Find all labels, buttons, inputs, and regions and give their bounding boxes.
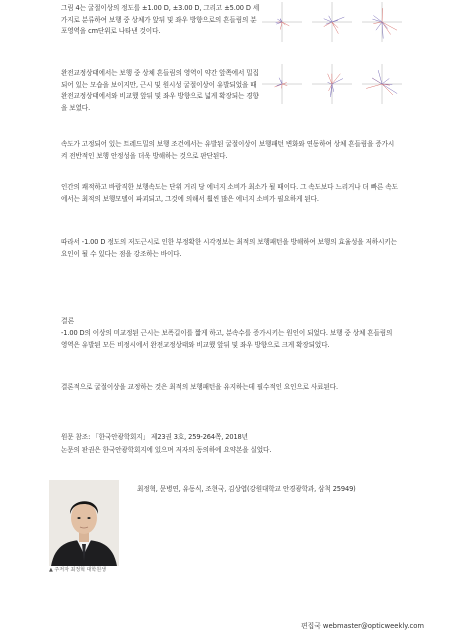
sway-trace: [382, 22, 391, 35]
paragraph-low-myopia: 따라서 -1.00 D 정도의 저도근시로 인한 부정확한 시각정보는 최적의 보행패턴을 방해하여 보행의 효율성을 저하시키는 요인이 될 수 있다는 점을 강조하는 바이다.: [61, 238, 397, 258]
author-portrait: [49, 480, 119, 566]
sway-trace: [332, 22, 338, 34]
sway-plot: [312, 2, 352, 42]
sway-trace: [280, 22, 282, 30]
sway-plot: [362, 64, 402, 104]
paragraph-treadmill: 속도가 고정되어 있는 트레드밀의 보행 조건에서는 유발된 굴절이상이 보행패턴 변화와 연동하여 상체 흔들림을 증가시켜 전반적인 보행 안정성을 더욱 방해하는 것으로 판단된다.: [61, 140, 395, 160]
sway-trace: [277, 84, 282, 86]
editor-footer: 편집국 webmaster@opticweekly.com: [301, 622, 424, 630]
sway-trace: [382, 22, 397, 30]
sway-trace: [382, 84, 397, 94]
sway-trace: [332, 74, 340, 84]
sway-plot: [262, 64, 302, 104]
paragraph-conclusion: -1.00 D의 이상의 미교정된 근시는 보폭길이를 짧게 하고, 분속수를 증가시키는 원인이 되었다. 보행 중 상체 흔들림의 영역은 유발된 모든 비정시에서 완전교정상태와 비교했 앞뒤 및 좌우 방향으로 크게 확장되었다.: [61, 329, 393, 349]
sway-trace: [332, 84, 334, 92]
sway-trace: [373, 15, 382, 22]
sway-trace: [282, 84, 287, 86]
sway-plot: [262, 2, 302, 42]
sway-trace: [376, 22, 382, 30]
paragraph-figure-description: 그림 4는 굴절이상의 정도를 ±1.00 D, ±3.00 D, 그리고 ±5.00 D 세 가지로 분류하여 보행 중 상체가 앞뒤 및 좌우 방향으로의 흔들림의 분포영역을 cm단위로 나타낸 것이다.: [61, 4, 260, 35]
sway-plot: [312, 64, 352, 104]
copyright-note: 논문의 판권은 한국안광학회지에 있으며 저자의 동의하에 요약본을 실었다.: [61, 446, 272, 454]
conclusion-heading: 결론: [61, 317, 75, 325]
sway-plot: [362, 2, 402, 42]
sway-trace: [382, 22, 388, 29]
sway-trace: [282, 83, 287, 84]
author-list: 최정혁, 문병연, 유동식, 조현국, 김상엽(강원대학교 안경광학과, 삼척 25949): [137, 485, 356, 493]
photo-caption: ▲ 주저자 최정혁 대학원생: [49, 567, 106, 573]
paragraph-final-conclusion: 결론적으로 굴절이상을 교정하는 것은 최적의 보행패턴을 유지하는데 필수적인 요인으로 사료된다.: [61, 383, 339, 391]
sway-distribution-figure: [258, 2, 406, 128]
sway-trace: [282, 22, 289, 26]
paragraph-full-correction: 완전교정상태에서는 보행 중 상체 흔들림의 영역이 약간 앞쪽에서 밀집되어 있는 모습을 보이지만, 근시 및 원시성 굴절이상이 유발되었을 때 완전교정상태에서와 비교했 앞뒤 및 좌우 방향으로 넓게 확장되는 경향을 보였다.: [61, 69, 259, 112]
sway-plots: [262, 2, 402, 104]
sway-trace: [332, 22, 338, 28]
sway-trace: [366, 84, 382, 88]
paragraph-walking-speed: 인간의 쾌적하고 바람직한 보행속도는 단위 거리 당 에너지 소비가 최소가 될 때이다. 그 속도보다 느리거나 더 빠른 속도에서는 최적의 보행모델이 파괴되고, 그것에 의해서 훨씬 많은 에너지 소비가 필요하게 된다.: [61, 183, 398, 203]
author-photo: [49, 480, 119, 566]
sway-trace: [382, 78, 389, 84]
sway-trace: [372, 19, 382, 22]
sway-trace: [332, 79, 343, 84]
sway-trace: [279, 78, 282, 84]
sway-trace: [382, 84, 393, 95]
source-citation: 원문 참조: 「한국안광학회지」 제23권 3호, 259-264쪽, 2018년: [61, 433, 248, 441]
